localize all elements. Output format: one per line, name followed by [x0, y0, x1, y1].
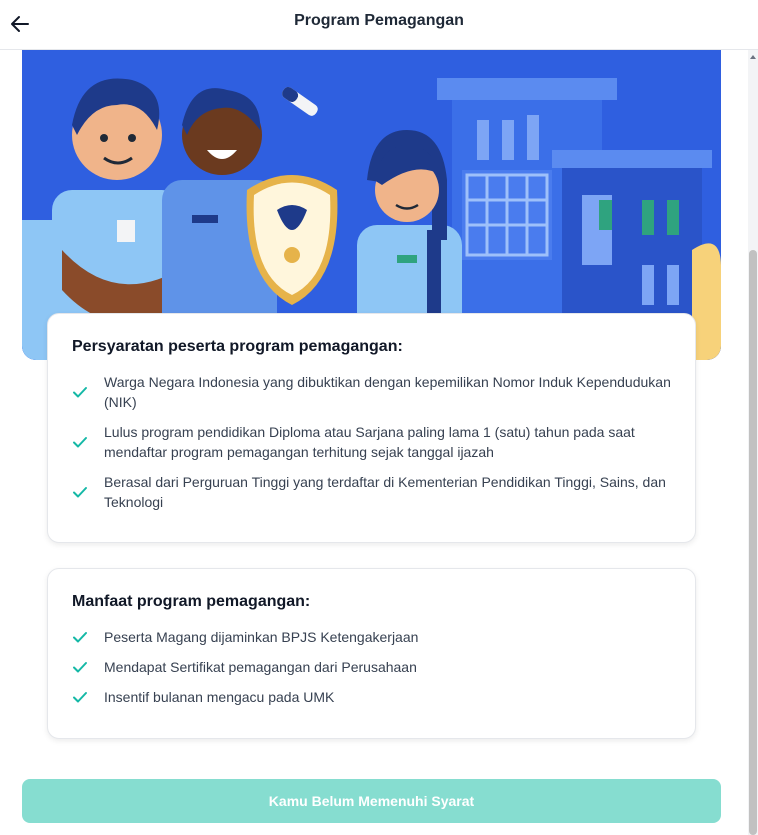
list-item-text: Mendapat Sertifikat pemagangan dari Perusahaan — [104, 659, 417, 675]
list-item — [72, 687, 671, 707]
check-icon — [72, 629, 104, 645]
check-icon — [72, 659, 104, 675]
list-item — [72, 472, 671, 512]
requirements-list — [72, 372, 671, 512]
page-title: Program Pemagangan — [294, 12, 464, 29]
scrollbar-thumb[interactable] — [749, 250, 757, 835]
list-item — [72, 372, 671, 412]
check-icon — [72, 384, 104, 400]
scroll-up-arrow-icon[interactable] — [749, 53, 757, 61]
list-item — [72, 627, 671, 647]
list-item-text: Warga Negara Indonesia yang dibuktikan dengan kepemilikan Nomor Induk Kependudukan (NIK) — [104, 374, 671, 410]
list-item-text: Peserta Magang dijaminkan BPJS Ketengakerjaan — [104, 629, 419, 645]
requirements-card — [47, 313, 696, 543]
benefits-list — [72, 627, 671, 707]
list-item — [72, 422, 671, 462]
list-item-text: Insentif bulanan mengacu pada UMK — [104, 689, 335, 705]
check-icon — [72, 434, 104, 450]
benefits-card — [47, 568, 696, 739]
content-scroll-area[interactable] — [0, 50, 758, 835]
list-item-text: Berasal dari Perguruan Tinggi yang terdaftar di Kementerian Pendidikan Tinggi, Sains, dan Teknologi — [104, 474, 666, 510]
eligibility-button[interactable]: Kamu Belum Memenuhi Syarat — [22, 779, 721, 823]
requirements-title: Persyaratan peserta program pemagangan: — [72, 338, 403, 355]
app-header — [0, 0, 758, 50]
check-icon — [72, 689, 104, 705]
list-item-text: Lulus program pendidikan Diploma atau Sarjana paling lama 1 (satu) tahun pada saat mendaftar program pemagangan terhitung sejak tanggal ijazah — [104, 424, 635, 460]
benefits-title: Manfaat program pemagangan: — [72, 593, 311, 610]
check-icon — [72, 484, 104, 500]
list-item — [72, 657, 671, 677]
